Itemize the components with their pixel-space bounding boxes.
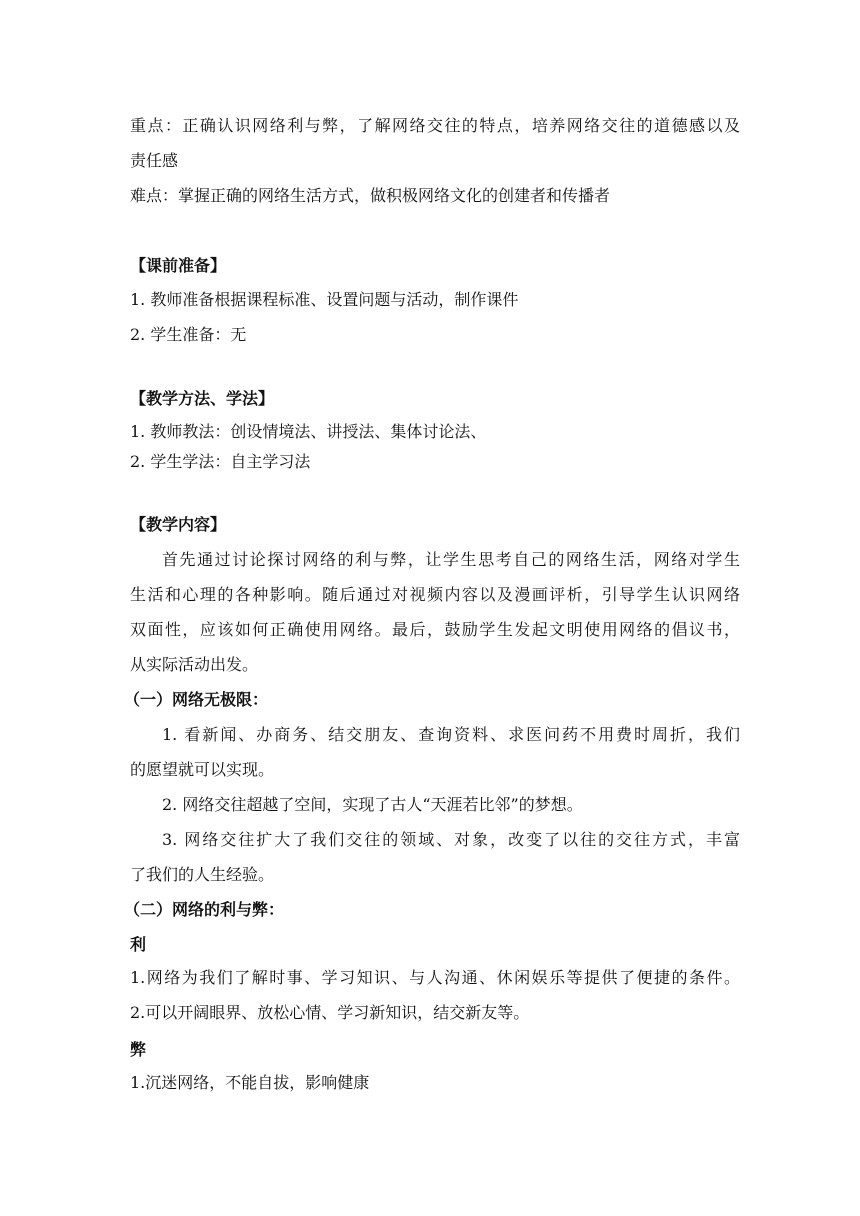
section1-item-3-line-1: 3. 网络交往扩大了我们交往的领域、对象，改变了以往的交往方式，丰富 <box>162 830 740 849</box>
section1-heading: （一）网络无极限： <box>124 690 269 709</box>
key-points-line-1: 重点：正确认识网络利与弊，了解网络交往的特点，培养网络交往的道德感以及 <box>130 116 740 135</box>
cons-item-1: 1.沉迷网络，不能自拔，影响健康 <box>130 1073 370 1092</box>
preparation-item-1: 1. 教师准备根据课程标准、设置问题与活动，制作课件 <box>130 290 519 309</box>
pros-item-1: 1.网络为我们了解时事、学习知识、与人沟通、休闲娱乐等提供了便捷的条件。 <box>130 968 740 987</box>
difficulties-line: 难点：掌握正确的网络生活方式，做积极网络文化的创建者和传播者 <box>130 186 611 205</box>
key-points-line-2: 责任感 <box>130 151 179 170</box>
section1-item-3-line-2: 了我们的人生经验。 <box>130 865 275 884</box>
methods-item-2: 2. 学生学法：自主学习法 <box>130 452 311 471</box>
content-intro-line-2: 生活和心理的各种影响。随后通过对视频内容以及漫画评析，引导学生认识网络 <box>130 585 740 604</box>
section2-heading: （二）网络的利与弊： <box>124 900 285 919</box>
section1-item-1-line-2: 的愿望就可以实现。 <box>130 760 275 779</box>
methods-heading: 【教学方法、学法】 <box>130 389 275 408</box>
preparation-heading: 【课前准备】 <box>130 256 227 275</box>
content-intro-line-4: 从实际活动出发。 <box>130 655 259 674</box>
section1-item-2: 2. 网络交往超越了空间，实现了古人“天涯若比邻”的梦想。 <box>162 795 583 814</box>
section1-item-1-line-1: 1. 看新闻、办商务、结交朋友、查询资料、求医问药不用费时周折，我们 <box>162 725 740 744</box>
preparation-item-2: 2. 学生准备：无 <box>130 325 247 344</box>
content-heading: 【教学内容】 <box>130 515 227 534</box>
pros-item-2: 2.可以开阔眼界、放松心情、学习新知识，结交新友等。 <box>130 1003 530 1022</box>
content-intro-line-1: 首先通过讨论探讨网络的利与弊，让学生思考自己的网络生活，网络对学生 <box>162 550 740 569</box>
cons-heading: 弊 <box>130 1040 147 1059</box>
pros-heading: 利 <box>130 935 147 954</box>
content-intro-line-3: 双面性，应该如何正确使用网络。最后，鼓励学生发起文明使用网络的倡议书， <box>130 620 740 639</box>
methods-item-1: 1. 教师教法：创设情境法、讲授法、集体讨论法、 <box>130 422 487 441</box>
